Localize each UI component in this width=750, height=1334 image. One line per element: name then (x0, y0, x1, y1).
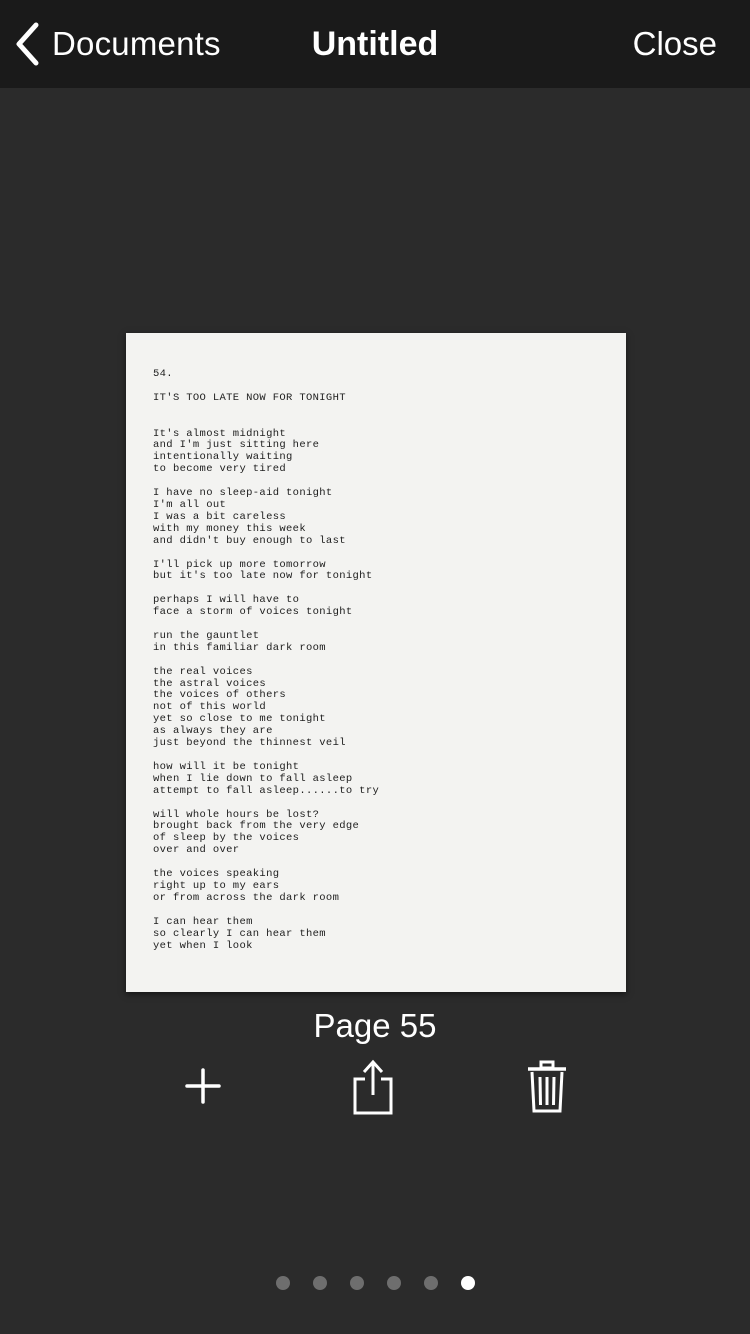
page-content: 54. IT'S TOO LATE NOW FOR TONIGHT It's almost midnight and I'm just sitting here intentionally waiting to become very tired I have no sleep-aid tonight I'm all out I was a bit careless with my money this week and didn't buy enough to last I'll pick up more tomorrow but it's too late now for tonight perhaps I will have to face a storm of voices tonight run the gauntlet in this familiar dark room the real voices the astral voices the voices of others not of this world yet so close to me tonight as always they are just beyond the thinnest veil how will it be tonight when I lie down to fall asleep attempt to fall asleep......to try will whole hours be lost? brought back from the very edge of sleep by the voices over and over the voices speaking right up to my ears or from across the dark room I can hear them so clearly I can hear them yet when I look (153, 368, 380, 952)
page-indicator[interactable] (0, 1276, 750, 1290)
back-button-label: Documents (52, 25, 221, 62)
share-icon (352, 1059, 394, 1115)
page-label: Page 55 (313, 1007, 437, 1044)
close-button[interactable]: Close (632, 25, 717, 62)
page-dot[interactable] (387, 1276, 401, 1290)
trash-icon (526, 1060, 568, 1114)
page-dot[interactable] (313, 1276, 327, 1290)
page-dot-active[interactable] (461, 1276, 475, 1290)
delete-page-button[interactable] (526, 1060, 568, 1114)
document-title: Untitled (311, 25, 439, 63)
add-page-button[interactable] (183, 1066, 223, 1106)
plus-icon (183, 1066, 223, 1106)
page-dot[interactable] (276, 1276, 290, 1290)
page-dot[interactable] (350, 1276, 364, 1290)
back-button[interactable] (14, 20, 221, 68)
navigation-bar (0, 0, 750, 88)
page-dot[interactable] (424, 1276, 438, 1290)
page-thumbnail[interactable] (126, 333, 626, 992)
share-button[interactable] (352, 1059, 394, 1115)
chevron-left-icon (14, 22, 42, 66)
